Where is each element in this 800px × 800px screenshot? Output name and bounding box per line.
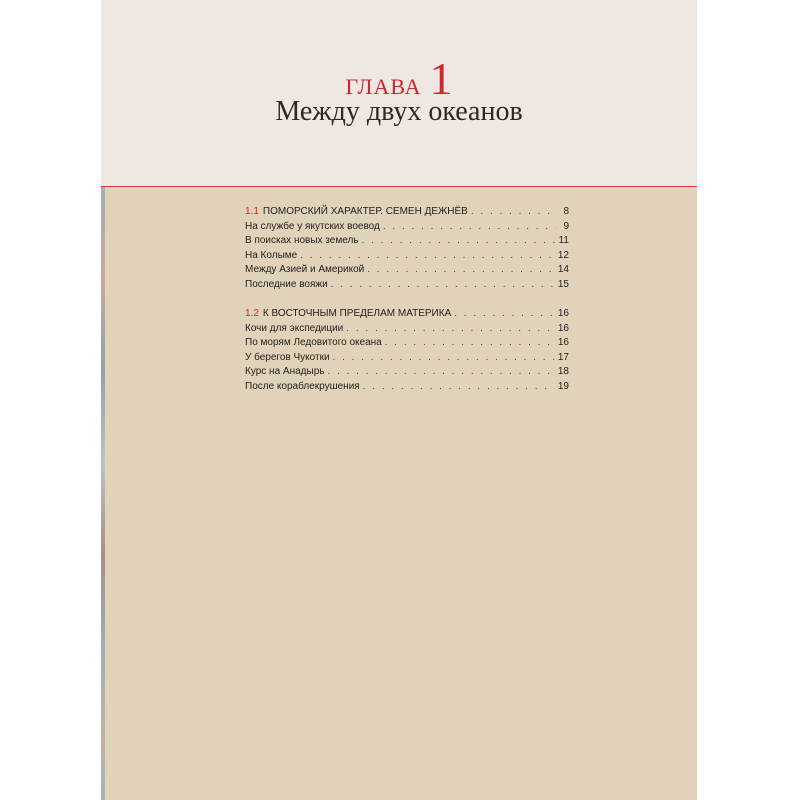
- entry-title: Кочи для экспедиции: [245, 322, 344, 334]
- toc-entry[interactable]: [245, 351, 569, 366]
- entry-title: На Колыме: [245, 249, 298, 261]
- book-page: [101, 0, 697, 800]
- chapter-title: Между двух океанов: [275, 96, 523, 127]
- dot-leader: [300, 249, 555, 264]
- page-number: 15: [557, 278, 569, 290]
- dot-leader: [454, 307, 555, 322]
- dot-leader: [471, 205, 556, 220]
- book-spine-edge: [101, 187, 105, 800]
- toc-section-heading[interactable]: [245, 205, 569, 220]
- page-number: 16: [557, 337, 569, 348]
- toc-entry[interactable]: [245, 365, 569, 380]
- entry-title: В поисках новых земель: [245, 235, 359, 246]
- page-number: 16: [557, 308, 569, 319]
- dot-leader: [346, 322, 555, 337]
- chapter-header: [101, 0, 697, 186]
- dot-leader: [383, 220, 556, 235]
- page-number: 17: [557, 351, 569, 363]
- table-of-contents: [245, 205, 569, 394]
- page-number: 11: [558, 235, 569, 246]
- section-number: 1.1: [245, 206, 259, 217]
- section-gap: [245, 292, 569, 307]
- section-title: К ВОСТОЧНЫМ ПРЕДЕЛАМ МАТЕРИКА: [262, 308, 452, 319]
- dot-leader: [367, 263, 555, 278]
- dot-leader: [363, 380, 555, 395]
- dot-leader: [333, 351, 555, 366]
- entry-title: После кораблекрушения: [245, 380, 360, 392]
- toc-section-heading[interactable]: [245, 307, 569, 322]
- chapter-word: ГЛАВА: [345, 74, 422, 99]
- page-number: 8: [563, 206, 569, 217]
- page-number: 18: [557, 366, 569, 377]
- entry-title: У берегов Чукотки: [245, 351, 330, 363]
- toc-entry[interactable]: [245, 234, 569, 249]
- toc-entry[interactable]: [245, 263, 569, 278]
- entry-title: Курс на Анадырь: [245, 366, 325, 377]
- page-number: 14: [557, 264, 569, 275]
- entry-title: По морям Ледовитого океана: [245, 337, 382, 348]
- page-number: 19: [557, 380, 569, 392]
- toc-entry[interactable]: [245, 220, 569, 235]
- toc-entry[interactable]: [245, 336, 569, 351]
- chapter-number: 1: [429, 53, 453, 104]
- toc-entry[interactable]: [245, 380, 569, 395]
- page-number: 12: [557, 249, 569, 261]
- dot-leader: [362, 234, 556, 249]
- toc-entry[interactable]: [245, 278, 569, 293]
- dot-leader: [327, 365, 554, 380]
- toc-entry[interactable]: [245, 249, 569, 264]
- toc-entry[interactable]: [245, 322, 569, 337]
- dot-leader: [331, 278, 555, 293]
- entry-title: Между Азией и Америкой: [245, 264, 365, 275]
- dot-leader: [385, 336, 555, 351]
- entry-title: Последние вояжи: [245, 278, 328, 290]
- section-number: 1.2: [245, 308, 259, 319]
- section-title: ПОМОРСКИЙ ХАРАКТЕР. СЕМЕН ДЕЖНЁВ: [262, 206, 468, 217]
- entry-title: На службе у якутских воевод: [245, 220, 380, 232]
- page-number: 16: [557, 322, 569, 334]
- page-number: 9: [563, 220, 569, 232]
